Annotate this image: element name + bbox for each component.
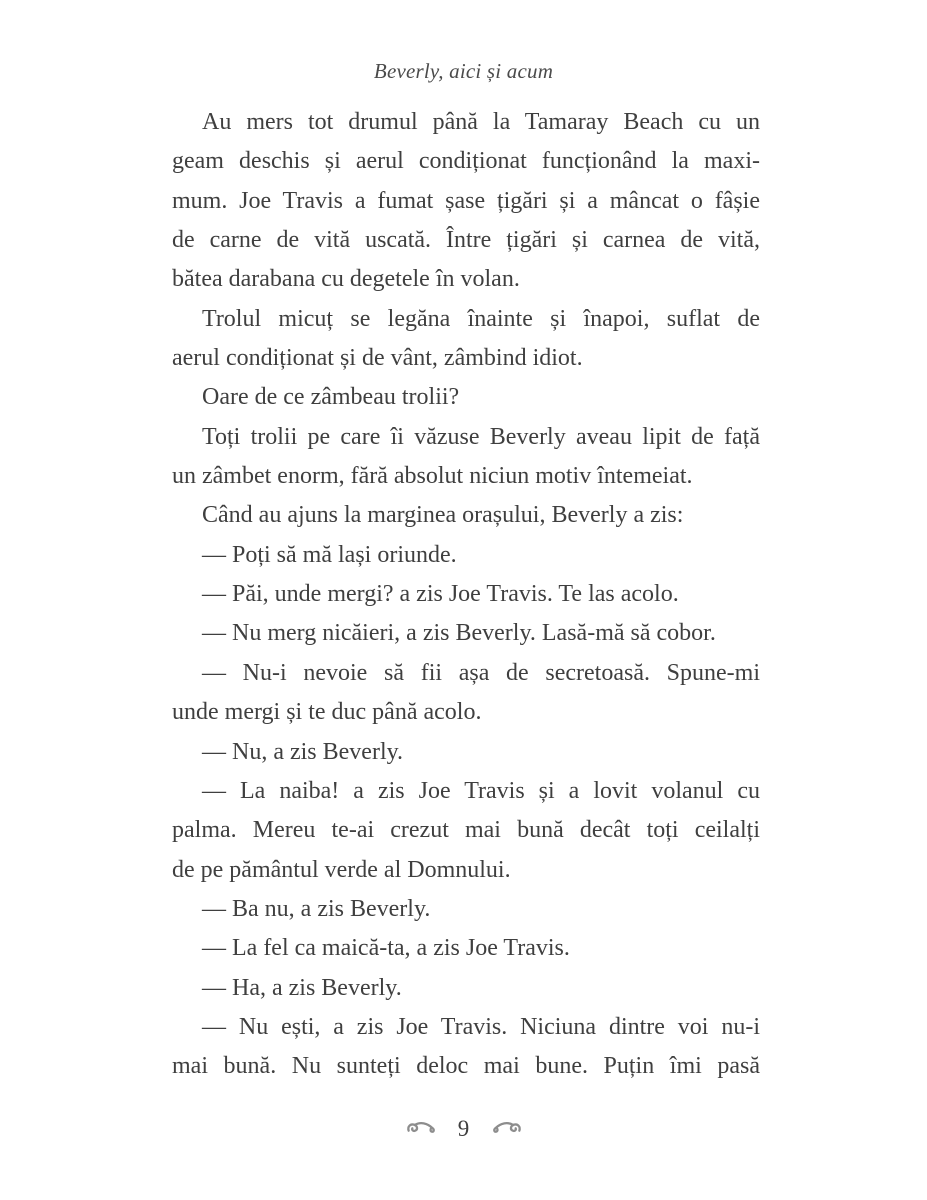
text-line: palma. Mereu te-ai crezut mai bună decât toți ceilalți [172,817,760,844]
text-line: Oare de ce zâmbeau trolii? [202,384,460,411]
running-header: Beverly, aici și acum [373,59,554,83]
text-line: de pe pământul verde al Domnului. [172,856,511,883]
text-line: mai bună. Nu sunteți deloc mai bune. Puțin îmi pasă [172,1053,760,1080]
paragraph [172,890,760,929]
text-line: — Păi, unde mergi? a zis Joe Travis. Te las acolo. [202,581,679,608]
paragraph [172,418,760,497]
text-line: — Nu, a zis Beverly. [202,738,404,765]
text-line: Au mers tot drumul până la Tamaray Beach cu un [202,109,760,135]
paragraph [172,969,760,1008]
text-line: Toți trolii pe care îi văzuse Beverly aveau lipit de față [202,423,760,450]
text-line: — Poți să mă lași oriunde. [202,541,457,568]
paragraph [172,654,760,733]
paragraph [172,1008,760,1087]
paragraph [172,496,760,535]
body-text [172,103,760,1087]
paragraph [172,536,760,575]
text-line: Când au ajuns la marginea orașului, Beverly a zis: [202,502,684,529]
paragraph [172,378,760,417]
fleuron-left-icon [406,1120,436,1136]
text-line: aerul condiționat și de vânt, zâmbind idiot. [172,345,583,372]
paragraph [172,772,760,890]
text-line: un zâmbet enorm, fără absolut niciun motiv întemeiat. [172,463,693,490]
page-number: 9 [457,1115,470,1141]
text-line: — Nu-i nevoie să fii așa de secretoasă. Spune-mi [202,659,760,686]
text-line: unde mergi și te duc până acolo. [172,699,482,726]
text-line: — La naiba! a zis Joe Travis și a lovit volanul cu [202,777,760,804]
text-line: de carne de vită uscată. Între țigări și carnea de vită, [172,227,760,254]
paragraph [172,575,760,614]
text-line: geam deschis și aerul condiționat funcționând la maxi- [172,148,760,175]
text-line: — Nu merg nicăieri, a zis Beverly. Lasă-mă să cobor. [202,620,716,647]
text-line: bătea darabana cu degetele în volan. [172,266,520,293]
paragraph [172,103,760,300]
text-line: — Ba nu, a zis Beverly. [202,895,431,922]
text-line: — La fel ca maică-ta, a zis Joe Travis. [202,935,570,962]
text-line: mum. Joe Travis a fumat șase țigări și a mâncat o fâșie [172,187,760,214]
paragraph [172,733,760,772]
text-line: — Ha, a zis Beverly. [202,974,402,1001]
page-footer [0,1110,927,1146]
paragraph [172,929,760,968]
text-line: Trolul micuț se legăna înainte și înapoi, suflat de [202,305,760,332]
paragraph [172,614,760,653]
paragraph [172,300,760,379]
fleuron-right-icon [492,1120,522,1136]
text-line: — Nu ești, a zis Joe Travis. Niciuna dintre voi nu-i [202,1013,760,1040]
